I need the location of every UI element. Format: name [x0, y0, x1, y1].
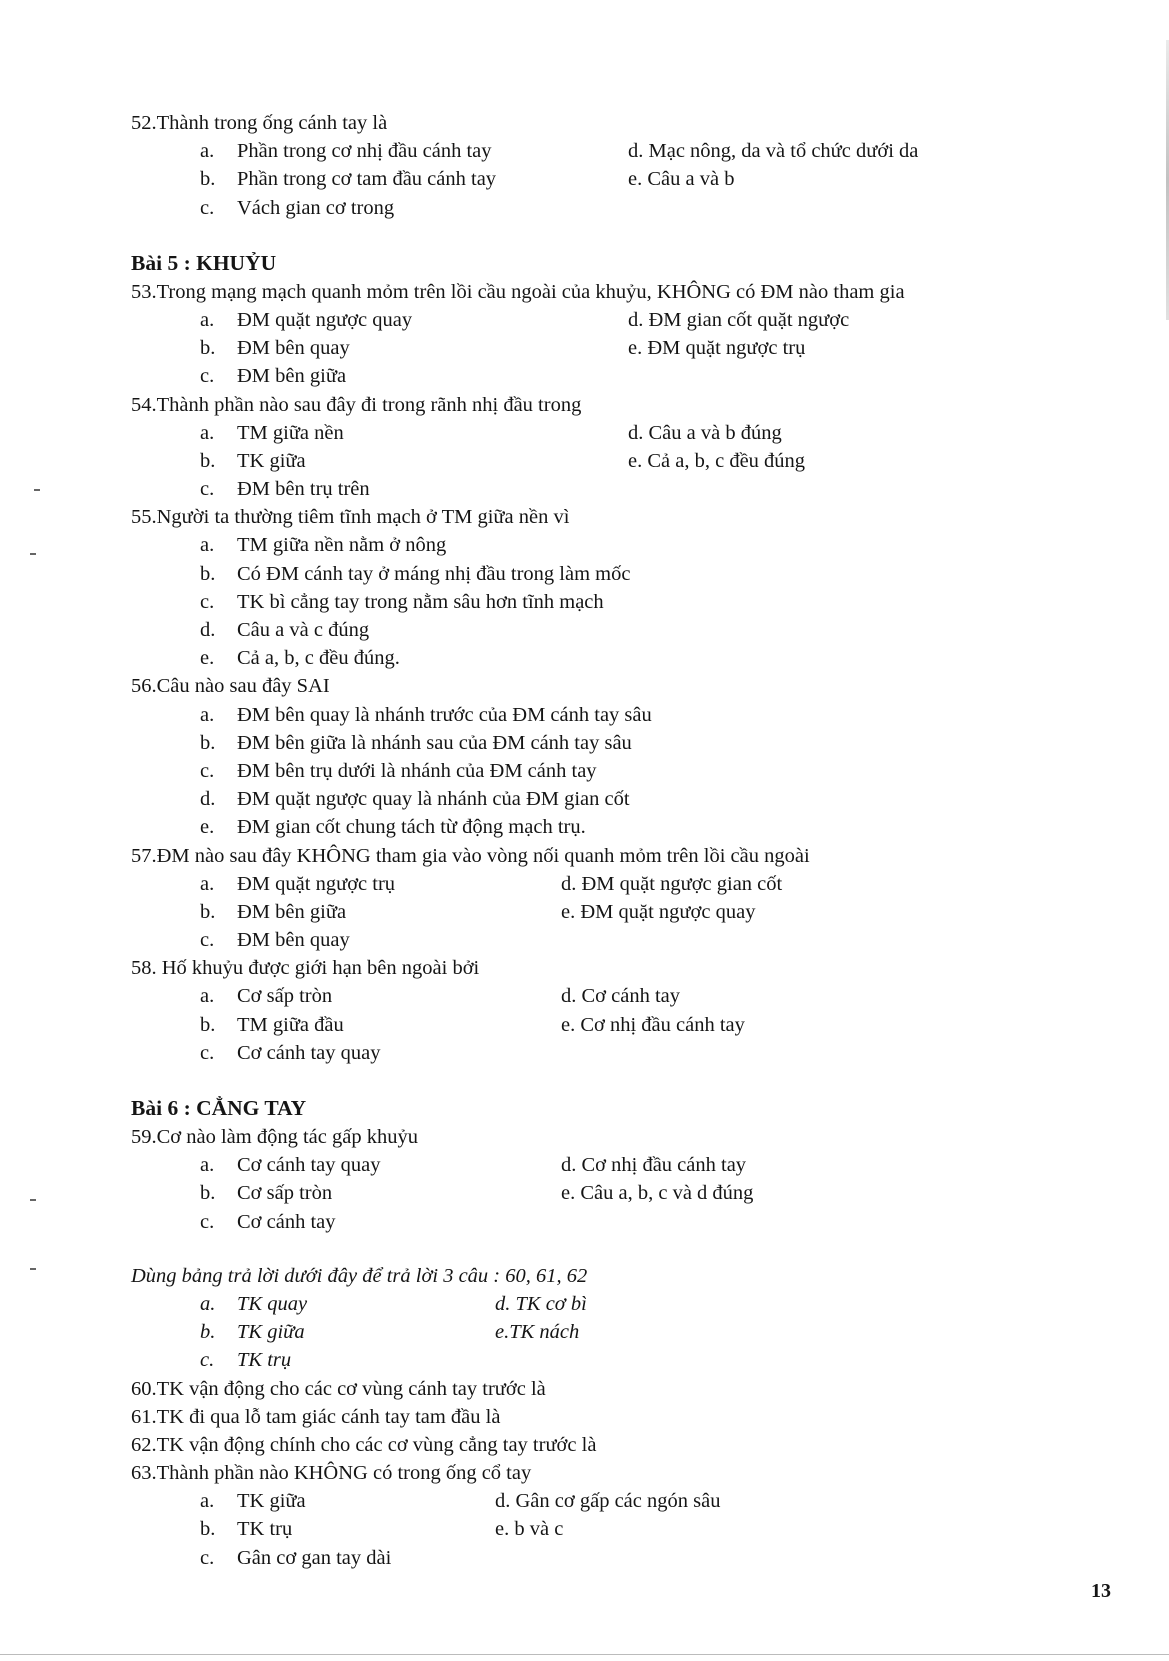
- option-row: c. TK bì cẳng tay trong nằm sâu hơn tĩnh mạch: [200, 590, 604, 613]
- option-row: b. Cơ sấp tròn e. Câu a, b, c và d đúng: [200, 1182, 754, 1205]
- option-row: b. Phần trong cơ tam đầu cánh tay e. Câu a và b: [200, 168, 735, 191]
- question-60: 60.TK vận động cho các cơ vùng cánh tay trước là: [131, 1377, 546, 1400]
- scan-mark: [30, 1199, 36, 1201]
- scan-mark: [30, 553, 36, 555]
- question-59: 59.Cơ nào làm động tác gấp khuỷu: [131, 1126, 418, 1148]
- page-content: [131, 109, 1031, 1572]
- scan-edge: [0, 1654, 1169, 1655]
- option-row: c. ĐM bên trụ trên: [200, 478, 370, 501]
- option-row: b. ĐM bên giữa là nhánh sau của ĐM cánh tay sâu: [200, 731, 632, 754]
- option-row: a. TK giữa d. Gân cơ gấp các ngón sâu: [200, 1490, 721, 1513]
- option-row: a. Phần trong cơ nhị đầu cánh tay d. Mạc nông, da và tổ chức dưới da: [200, 140, 919, 163]
- page-number: 13: [1091, 1580, 1111, 1602]
- question-56: 56.Câu nào sau đây SAI: [131, 675, 330, 698]
- scan-mark: [34, 489, 40, 491]
- question-55: 55.Người ta thường tiêm tĩnh mạch ở TM giữa nền vì: [131, 506, 570, 529]
- answer-table-intro: Dùng bảng trả lời dưới đây để trả lời 3 câu : 60, 61, 62: [131, 1264, 588, 1287]
- option-row: b. TK trụ e. b và c: [200, 1518, 564, 1541]
- question-54: 54.Thành phần nào sau đây đi trong rãnh nhị đầu trong: [131, 393, 582, 416]
- question-58: 58. Hố khuỷu được giới hạn bên ngoài bởi: [131, 957, 480, 980]
- option-row: b. TK giữa e. Cả a, b, c đều đúng: [200, 449, 806, 472]
- option-row: c. ĐM bên quay: [200, 929, 350, 952]
- question-61: 61.TK đi qua lỗ tam giác cánh tay tam đầu là: [131, 1405, 501, 1428]
- option-row: a. ĐM bên quay là nhánh trước của ĐM cánh tay sâu: [200, 703, 652, 726]
- option-row: a. TM giữa nền d. Câu a và b đúng: [200, 421, 782, 444]
- section-heading-6: Bài 6 : CẲNG TAY: [131, 1096, 307, 1120]
- option-row: d. Câu a và c đúng: [200, 619, 370, 641]
- option-row: e. Cả a, b, c đều đúng.: [200, 647, 400, 670]
- question-53: 53.Trong mạng mạch quanh mỏm trên lồi cầu ngoài của khuỷu, KHÔNG có ĐM nào tham gia: [131, 280, 905, 303]
- option-row: c. TK trụ: [200, 1349, 292, 1372]
- option-row: b. Có ĐM cánh tay ở máng nhị đầu trong làm mốc: [200, 562, 631, 585]
- question-63: 63.Thành phần nào KHÔNG có trong ống cổ tay: [131, 1462, 532, 1485]
- option-row: a. TM giữa nền nằm ở nông: [200, 534, 447, 557]
- section-heading-5: Bài 5 : KHUỶU: [131, 250, 277, 275]
- question-52: 52.Thành trong ống cánh tay là: [131, 112, 388, 134]
- option-row: c. ĐM bên giữa: [200, 365, 347, 388]
- option-row: a. TK quay d. TK cơ bì: [200, 1292, 587, 1315]
- option-row: a. Cơ cánh tay quay d. Cơ nhị đầu cánh tay: [200, 1154, 747, 1177]
- option-row: d. ĐM quặt ngược quay là nhánh của ĐM gian cốt: [200, 788, 630, 811]
- question-62: 62.TK vận động chính cho các cơ vùng cẳng tay trước là: [131, 1433, 597, 1456]
- option-row: c. Cơ cánh tay: [200, 1210, 336, 1233]
- option-row: e. ĐM gian cốt chung tách từ động mạch trụ.: [200, 816, 586, 839]
- option-row: a. ĐM quặt ngược trụ d. ĐM quặt ngược gian cốt: [200, 872, 783, 895]
- scan-mark: [30, 1268, 36, 1270]
- option-row: b. TK giữa e.TK nách: [200, 1321, 580, 1344]
- option-row: c. Cơ cánh tay quay: [200, 1041, 381, 1064]
- option-row: c. ĐM bên trụ dưới là nhánh của ĐM cánh tay: [200, 759, 597, 782]
- option-row: a. ĐM quặt ngược quay d. ĐM gian cốt quặt ngược: [200, 308, 850, 331]
- option-row: b. TM giữa đầu e. Cơ nhị đầu cánh tay: [200, 1013, 745, 1036]
- question-57: 57.ĐM nào sau đây KHÔNG tham gia vào vòng nối quanh mỏm trên lồi cầu ngoài: [131, 844, 810, 867]
- option-row: b. ĐM bên quay e. ĐM quặt ngược trụ: [200, 337, 806, 360]
- option-row: c. Gân cơ gan tay dài: [200, 1546, 392, 1569]
- option-row: b. ĐM bên giữa e. ĐM quặt ngược quay: [200, 900, 756, 923]
- option-row: a. Cơ sấp tròn d. Cơ cánh tay: [200, 985, 681, 1008]
- option-row: c. Vách gian cơ trong: [200, 196, 395, 219]
